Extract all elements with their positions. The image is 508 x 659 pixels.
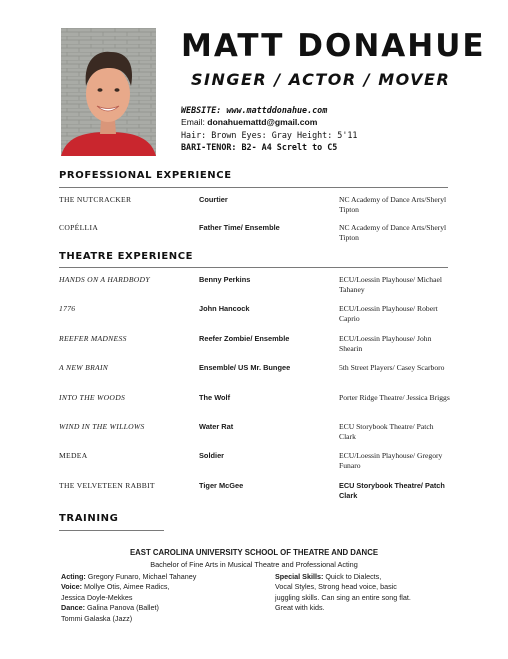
email-label: Email: — [181, 117, 205, 128]
resume-tagline: SINGER / ACTOR / MOVER — [191, 70, 451, 89]
website-link[interactable]: www.mattddonahue.com — [226, 105, 328, 115]
skills-text: juggling skills. Can sing an entire song flat. — [275, 592, 411, 602]
special-skills-column — [275, 572, 411, 614]
contact-block — [181, 104, 357, 154]
skills-text: Great with kids. — [275, 603, 325, 613]
production-title: COPÉLLIA — [59, 223, 99, 232]
role-name: John Hancock — [199, 304, 250, 313]
production-title: THE NUTCRACKER — [59, 195, 132, 204]
production-title: A NEW BRAIN — [59, 363, 109, 372]
email-line — [181, 116, 357, 128]
company-name: ECU/Loessin Playhouse/ Michael Tahaney — [339, 275, 442, 294]
production-title: MEDEA — [59, 451, 88, 460]
instructors-column — [61, 572, 196, 624]
company-name: ECU/Loessin Playhouse/ Robert Caprio — [339, 304, 438, 323]
degree-name: Bachelor of Fine Arts in Musical Theatre and Professional Acting — [150, 560, 358, 569]
theatre-heading: THEATRE EXPERIENCE — [59, 251, 194, 262]
training-divider — [59, 530, 164, 531]
theatre-divider — [59, 267, 448, 268]
professional-heading: PROFESSIONAL EXPERIENCE — [59, 170, 232, 181]
email-link[interactable]: donahuemattd@gmail.com — [207, 117, 318, 128]
professional-divider — [59, 187, 448, 188]
company-name: NC Academy of Dance Arts/Sheryl Tipton — [339, 195, 447, 214]
acting-teachers: Gregory Funaro, Michael Tahaney — [87, 572, 197, 581]
stats-line: Hair: Brown Eyes: Gray Height: 5'11 — [181, 129, 358, 140]
company-name: Porter Ridge Theatre/ Jessica Briggs — [339, 393, 450, 402]
website-label: WEBSITE: — [181, 105, 222, 115]
production-title: HANDS ON A HARDBODY — [59, 275, 150, 284]
company-name: NC Academy of Dance Arts/Sheryl Tipton — [339, 223, 447, 242]
role-name: The Wolf — [199, 393, 231, 402]
acting-line — [61, 572, 196, 582]
company-name: ECU/Loessin Playhouse/ John Shearin — [339, 334, 432, 353]
production-title: 1776 — [59, 304, 76, 313]
company-name: ECU Storybook Theatre/ Patch Clark — [339, 422, 434, 441]
role-name: Tiger McGee — [199, 481, 244, 490]
resume-name: MATT DONAHUE — [181, 28, 486, 64]
skills-label: Special Skills: — [275, 572, 324, 581]
school-name: EAST CAROLINA UNIVERSITY SCHOOL OF THEATRE AND DANCE — [129, 548, 379, 557]
voice-label: Voice: — [61, 582, 83, 592]
dance-line — [61, 603, 196, 613]
role-name: Ensemble/ US Mr. Bungee — [199, 363, 291, 372]
role-name: Soldier — [199, 451, 225, 460]
voice-teachers: Mollye Otis, Aimee Radics, — [84, 582, 170, 592]
production-title: THE VELVETEEN RABBIT — [59, 481, 155, 490]
role-name: Benny Perkins — [199, 275, 251, 284]
role-name: Reefer Zombie/ Ensemble — [199, 334, 290, 343]
skills-text: Vocal Styles, Strong head voice, basic — [275, 582, 397, 592]
production-title: INTO THE WOODS — [59, 393, 126, 402]
voice-line — [61, 582, 196, 592]
dance-teachers-cont: Tommi Galaska (Jazz) — [61, 613, 133, 623]
company-name: 5th Street Players/ Casey Scarboro — [339, 363, 445, 372]
website-line — [181, 104, 357, 116]
dance-label: Dance: — [61, 603, 85, 613]
voice-teachers-cont: Jessica Doyle-Mekkes — [61, 592, 133, 602]
role-name: Water Rat — [199, 422, 234, 431]
company-name: ECU Storybook Theatre/ Patch Clark — [339, 481, 445, 500]
skills-line — [275, 572, 411, 582]
production-title: REEFER MADNESS — [59, 334, 127, 343]
training-heading: TRAINING — [59, 513, 119, 524]
role-name: Courtier — [199, 195, 228, 204]
headshot-photo — [61, 28, 156, 156]
production-title: WIND IN THE WILLOWS — [59, 422, 145, 431]
role-name: Father Time/ Ensemble — [199, 223, 280, 232]
voice-range-line: BARI-TENOR: B2- A4 Screlt to C5 — [181, 142, 338, 153]
dance-teachers: Galina Panova (Ballet) — [86, 603, 159, 613]
company-name: ECU/Loessin Playhouse/ Gregory Funaro — [339, 451, 443, 470]
acting-label: Acting: — [61, 572, 86, 581]
skills-text: Quick to Dialects, — [325, 572, 382, 581]
